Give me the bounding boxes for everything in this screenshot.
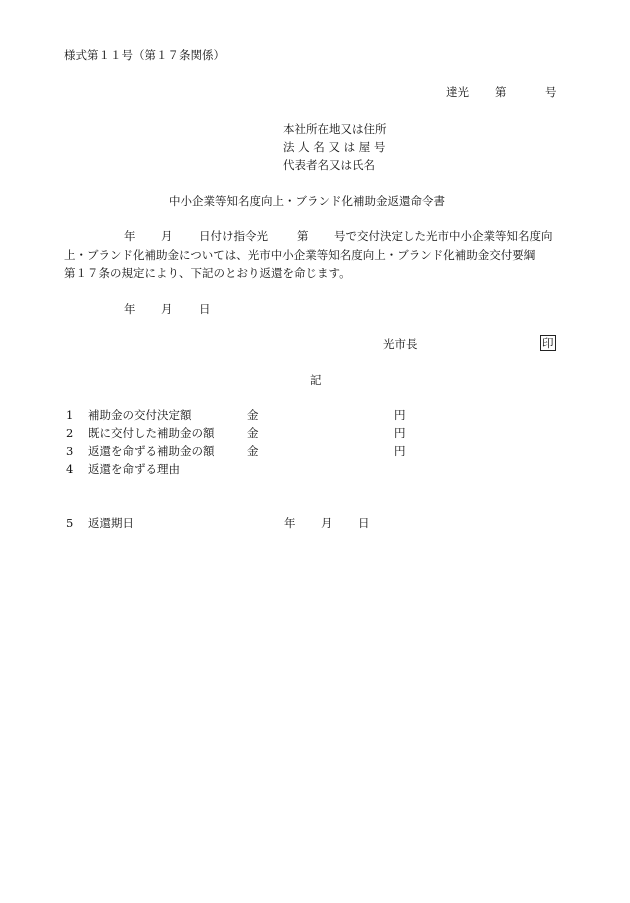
form-number: 様式第１１号（第１７条関係） bbox=[64, 48, 225, 62]
body-hi-prefix: 日付け指令光 bbox=[199, 229, 268, 243]
date-gatsu: 月 bbox=[161, 302, 173, 316]
deadline-label: 返還期日 bbox=[88, 516, 134, 530]
item-label: 既に交付した補助金の額 bbox=[88, 426, 215, 440]
date-hi: 日 bbox=[199, 302, 211, 316]
body-line-3: 第１７条の規定により、下記のとおり返還を命じます。 bbox=[64, 266, 351, 280]
item-number: 4 bbox=[66, 462, 74, 476]
date-nen: 年 bbox=[124, 302, 136, 316]
item-number: 2 bbox=[66, 426, 74, 440]
item-label: 返還を命ずる補助金の額 bbox=[88, 444, 215, 458]
doc-number-go: 号 bbox=[545, 85, 557, 99]
ki-heading: 記 bbox=[310, 373, 322, 387]
doc-number-dai: 第 bbox=[495, 85, 507, 99]
body-nen: 年 bbox=[124, 229, 136, 243]
issuer-name: 光市長 bbox=[383, 337, 418, 351]
item-yen: 円 bbox=[394, 426, 406, 440]
body-gatsu: 月 bbox=[161, 229, 173, 243]
seal-mark: 印 bbox=[542, 336, 554, 350]
item-number: 3 bbox=[66, 444, 74, 458]
body-dai: 第 bbox=[297, 229, 309, 243]
item-kin: 金 bbox=[247, 426, 259, 440]
addressee-line-3: 代表者名又は氏名 bbox=[283, 158, 375, 172]
deadline-gatsu: 月 bbox=[321, 516, 333, 530]
item-yen: 円 bbox=[394, 408, 406, 422]
item-label: 補助金の交付決定額 bbox=[88, 408, 192, 422]
body-line-2: 上・ブランド化補助金については、光市中小企業等知名度向上・ブランド化補助金交付要綱 bbox=[64, 248, 536, 262]
doc-number-office: 達光 bbox=[446, 85, 469, 99]
item-kin: 金 bbox=[247, 444, 259, 458]
addressee-line-2: 法 人 名 又 は 屋 号 bbox=[283, 140, 386, 154]
item-kin: 金 bbox=[247, 408, 259, 422]
item-label: 返還を命ずる理由 bbox=[88, 462, 180, 476]
item-number: 1 bbox=[66, 408, 74, 422]
item-yen: 円 bbox=[394, 444, 406, 458]
deadline-nen: 年 bbox=[284, 516, 296, 530]
document-title: 中小企業等知名度向上・ブランド化補助金返還命令書 bbox=[169, 194, 445, 208]
body-line1-rest: 号で交付決定した光市中小企業等知名度向 bbox=[334, 229, 553, 243]
deadline-hi: 日 bbox=[358, 516, 370, 530]
deadline-number: 5 bbox=[66, 516, 74, 530]
addressee-line-1: 本社所在地又は住所 bbox=[283, 122, 387, 136]
